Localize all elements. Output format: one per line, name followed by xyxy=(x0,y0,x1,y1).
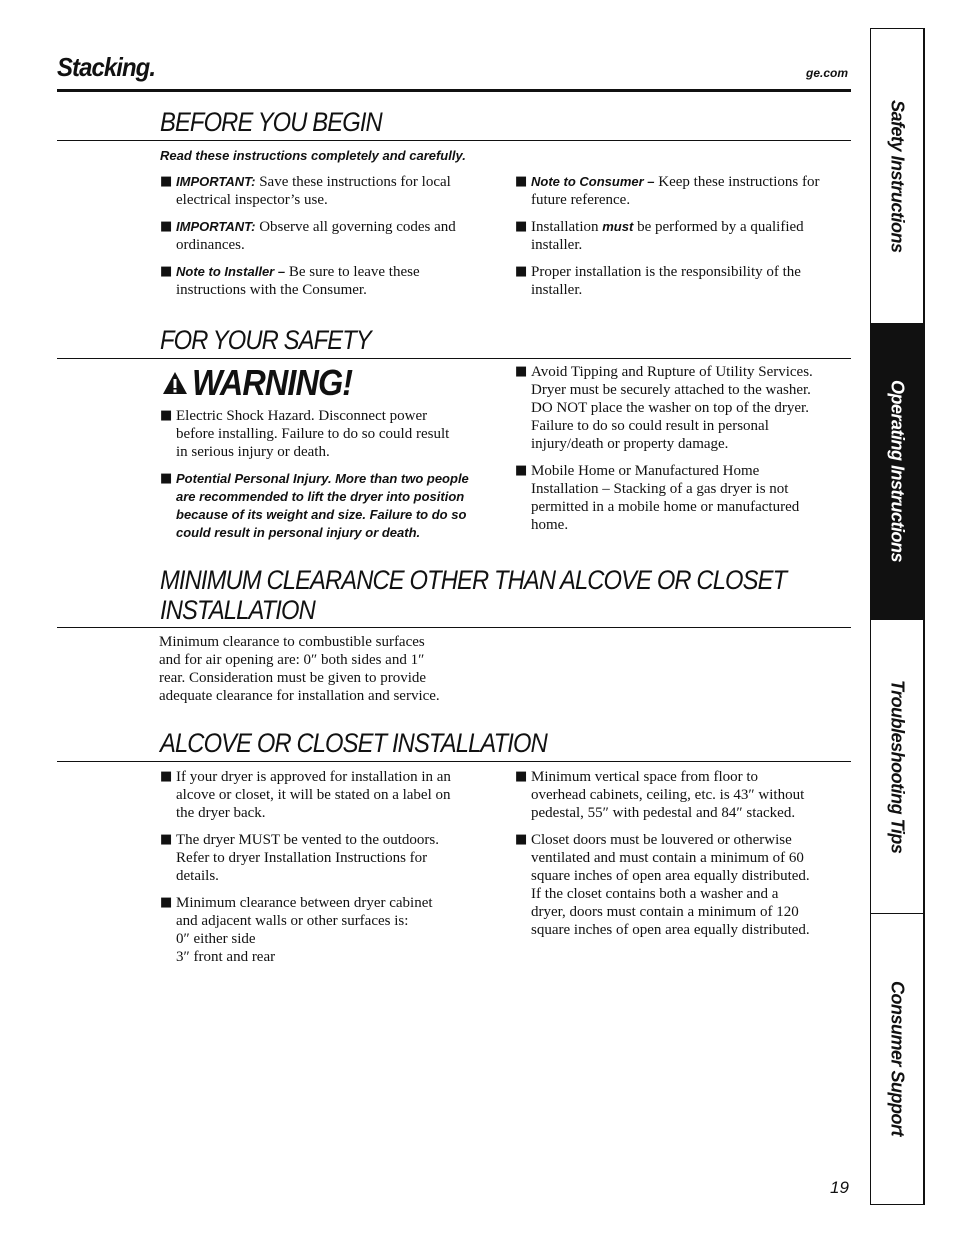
list-item: ■ Note to Installer – Be sure to leave these instructions with the Consumer. xyxy=(160,264,420,298)
tab-consumer-support[interactable]: Consumer Support xyxy=(887,981,908,1137)
square-bullet-icon: ■ xyxy=(160,219,173,234)
square-bullet-icon: ■ xyxy=(160,174,173,189)
page-number: 19 xyxy=(830,1178,849,1197)
alcove-right-column xyxy=(515,768,860,948)
safety-right-column xyxy=(515,363,860,543)
safety-rule xyxy=(57,358,851,359)
list-item: ■ Proper installation is the responsibility of the installer. xyxy=(515,264,801,298)
safety-left-column xyxy=(160,407,505,551)
before-rule xyxy=(57,140,851,141)
for-your-safety-heading: FOR YOUR SAFETY xyxy=(160,325,371,355)
tab-operating-instructions[interactable]: Operating Instructions xyxy=(871,324,923,620)
list-item: ■ If your dryer is approved for installation in an alcove or closet, it will be stated on a label on the dryer back. xyxy=(160,769,451,821)
page-title: Stacking. xyxy=(57,52,156,82)
before-you-begin-heading: BEFORE YOU BEGIN xyxy=(160,107,382,137)
square-bullet-icon: ■ xyxy=(515,769,528,784)
minimum-clearance-body: Minimum clearance to combustible surfaces and for air opening are: 0″ both sides and 1″ rear. Consideration must be given to provide adequate clearance for installation and service. xyxy=(159,634,440,704)
square-bullet-icon: ■ xyxy=(515,174,528,189)
alcove-heading: ALCOVE OR CLOSET INSTALLATION xyxy=(160,728,547,758)
warning-text: WARNING! xyxy=(192,362,353,403)
square-bullet-icon: ■ xyxy=(160,769,173,784)
header-rule xyxy=(57,89,851,92)
tab-safety-instructions[interactable]: Safety Instructions xyxy=(871,29,923,324)
warning-heading xyxy=(162,362,370,404)
list-item: ■ IMPORTANT: Save these instructions for local electrical inspector’s use. xyxy=(160,174,451,208)
tab-troubleshooting-tips[interactable]: Troubleshooting Tips xyxy=(871,620,923,914)
warning-triangle-icon xyxy=(162,371,188,395)
alcove-rule xyxy=(57,761,851,762)
square-bullet-icon: ■ xyxy=(515,364,528,379)
square-bullet-icon: ■ xyxy=(160,264,173,279)
before-right-column xyxy=(515,173,855,308)
square-bullet-icon: ■ xyxy=(515,832,528,847)
minimum-clearance-heading: MINIMUM CLEARANCE OTHER THAN ALCOVE OR CLOSET INSTALLATION xyxy=(160,565,787,625)
list-item: ■ Potential Personal Injury. More than two people are recommended to lift the dryer into position because of its weight and size. Failure to do so could result in personal injury or death. xyxy=(160,471,469,540)
list-item: ■ Closet doors must be louvered or otherwise ventilated and must contain a minimum of 60 square inches of open area equally distributed. If the closet contains both a washer and a dryer, doors must contain a minimum of 120 square inches of open area equally distributed. xyxy=(515,832,810,938)
list-item: ■ IMPORTANT: Observe all governing codes and ordinances. xyxy=(160,219,456,253)
square-bullet-icon: ■ xyxy=(160,408,173,423)
list-item: ■ Installation must be performed by a qualified installer. xyxy=(515,219,804,253)
site-url[interactable]: ge.com xyxy=(806,66,849,80)
list-item: ■ Note to Consumer – Keep these instructions for future reference. xyxy=(515,174,820,208)
square-bullet-icon: ■ xyxy=(515,219,528,234)
square-bullet-icon: ■ xyxy=(515,463,528,478)
square-bullet-icon: ■ xyxy=(515,264,528,279)
side-nav xyxy=(870,28,925,1205)
alcove-left-column xyxy=(160,768,505,975)
square-bullet-icon: ■ xyxy=(160,895,173,910)
list-item: ■ Minimum clearance between dryer cabinet and adjacent walls or other surfaces is: 0″ either side 3″ front and rear xyxy=(160,895,433,965)
minimum-rule xyxy=(57,627,851,628)
list-item: ■ Electric Shock Hazard. Disconnect power before installing. Failure to do so could result in serious injury or death. xyxy=(160,408,450,460)
square-bullet-icon: ■ xyxy=(160,832,173,847)
square-bullet-icon: ■ xyxy=(160,471,173,486)
read-instructions-note: Read these instructions completely and carefully. xyxy=(160,148,466,163)
list-item: ■ Mobile Home or Manufactured Home Installation – Stacking of a gas dryer is not permitted in a mobile home or manufactured home. xyxy=(515,463,800,533)
list-item: ■ The dryer MUST be vented to the outdoors. Refer to dryer Installation Instructions for details. xyxy=(160,832,440,884)
list-item: ■ Avoid Tipping and Rupture of Utility Services. Dryer must be securely attached to the washer. DO NOT place the washer on top of the dryer. Failure to do so could result in personal injury/death or property damage. xyxy=(515,364,813,452)
list-item: ■ Minimum vertical space from floor to overhead cabinets, ceiling, etc. is 43″ without pedestal, 55″ with pedestal and 84″ stacked. xyxy=(515,769,805,821)
before-left-column xyxy=(160,173,500,308)
